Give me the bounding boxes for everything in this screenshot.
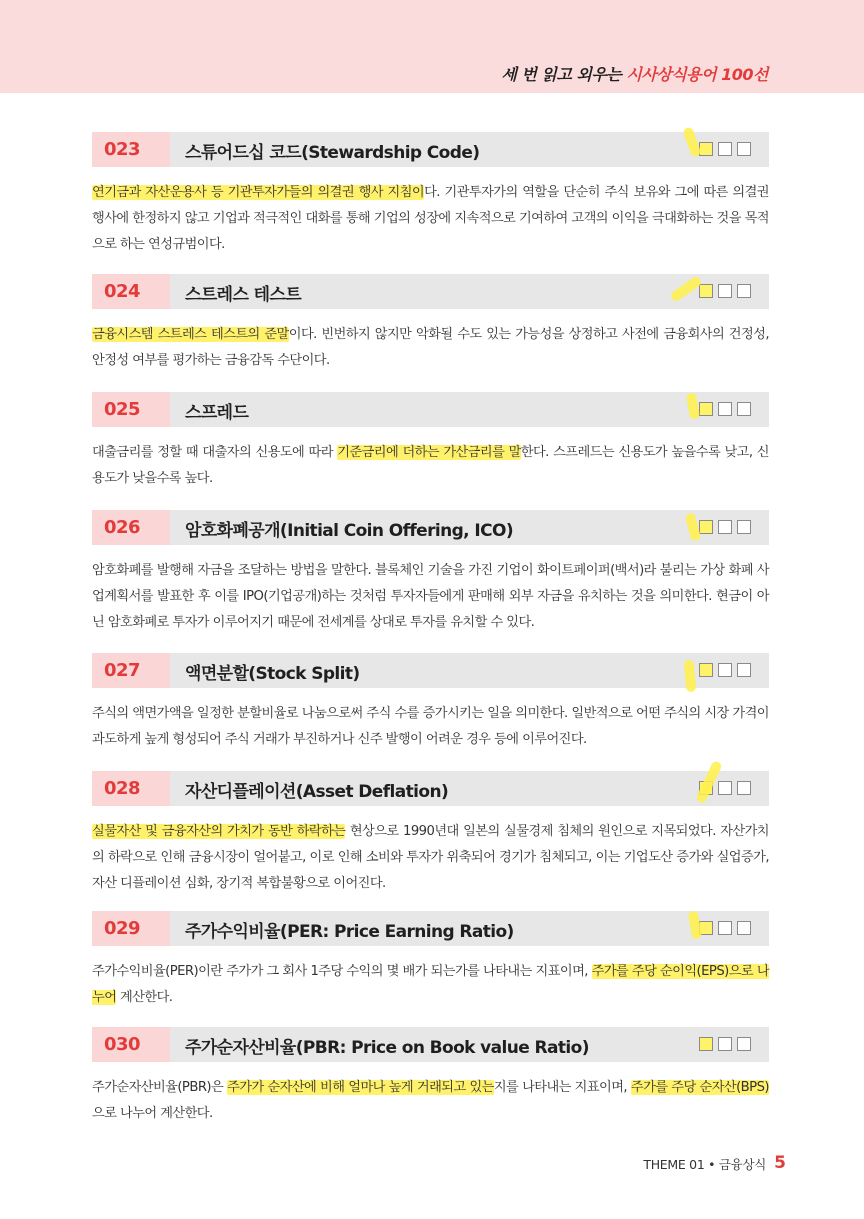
term-number: 028	[104, 778, 141, 799]
term-entry-024	[92, 274, 769, 374]
term-title: 스튜어드십 코드(Stewardship Code)	[185, 143, 480, 163]
term-number-box	[92, 392, 170, 427]
term-number-box	[92, 132, 170, 167]
highlighted-text: 실물자산 및 금융자산의 가치가 동반 하락하는	[92, 824, 346, 839]
review-checkbox-3[interactable]	[737, 520, 751, 534]
description-text: 이다. 빈번하지 않지만 악화될 수도 있는 가능성을 상정하고 사전에 금융회사의 건정성, 안정성 여부를 평가하는 금융감독 수단이다.	[92, 327, 769, 368]
highlighted-text: 금융시스템 스트레스 테스트의 준말	[92, 327, 289, 342]
book-title-prefix: 세 번 읽고 외우는	[501, 65, 627, 84]
term-description	[92, 440, 769, 492]
description-text: 계산한다.	[116, 990, 173, 1005]
description-text: 다. 기관투자가의 역할을 단순히 주식 보유와 그에 따른 의결권 행사에 한정하지 않고 기업과 적극적인 대화를 통해 기업의 성장에 지속적으로 기여하여 고객의 이익을 극대화하는 것을 목적으로 하는 연성규범이다.	[92, 185, 769, 252]
footer-theme	[643, 1155, 766, 1173]
term-number-box	[92, 911, 170, 946]
term-number: 024	[104, 281, 141, 302]
description-text-before: 주가수익비율(PER)이란 주가가 그 회사 1주당 수익의 몇 배가 되는가를 나타내는 지표이며,	[92, 964, 592, 979]
term-description	[92, 1075, 769, 1127]
term-header	[92, 771, 769, 806]
term-number: 027	[104, 660, 141, 681]
review-checkbox-3[interactable]	[737, 663, 751, 677]
term-number: 029	[104, 918, 141, 939]
description-text: 현상으로 1990년대 일본의 실물경제 침체의 원인으로 지목되었다. 자산가치의 하락으로 인해 금융시장이 얼어붙고, 이로 인해 소비와 투자가 위축되어 경기가 침체되고, 이는 기업도산 증가와 실업증가, 자산 디플레이션 심화, 장기적 복합불황으로 이어진다.	[92, 824, 769, 891]
term-number: 030	[104, 1034, 141, 1055]
review-checkbox-2[interactable]	[718, 663, 732, 677]
term-title: 암호화폐공개(Initial Coin Offering, ICO)	[185, 521, 513, 541]
term-number: 023	[104, 139, 141, 160]
review-checkboxes	[699, 520, 751, 536]
review-checkbox-2[interactable]	[718, 1037, 732, 1051]
review-checkboxes	[699, 142, 751, 158]
highlighted-text-2: 주가를 주당 순자산(BPS)	[630, 1080, 769, 1095]
term-entry-025	[92, 392, 769, 492]
review-checkbox-2[interactable]	[718, 142, 732, 156]
term-header	[92, 392, 769, 427]
term-header	[92, 274, 769, 309]
term-entry-029	[92, 911, 769, 1011]
review-checkbox-3[interactable]	[737, 921, 751, 935]
review-checkbox-2[interactable]	[718, 921, 732, 935]
review-checkbox-3[interactable]	[737, 142, 751, 156]
review-checkboxes	[699, 921, 751, 937]
term-number: 025	[104, 399, 141, 420]
review-checkbox-3[interactable]	[737, 402, 751, 416]
description-text-before: 주가순자산비율(PBR)은	[92, 1080, 228, 1095]
review-checkbox-1[interactable]	[699, 520, 713, 534]
review-checkboxes	[699, 402, 751, 418]
review-checkbox-1[interactable]	[699, 284, 713, 298]
review-checkbox-1[interactable]	[699, 402, 713, 416]
term-number: 026	[104, 517, 141, 538]
highlighted-text: 주가가 순자산에 비해 얼마나 높게 거래되고 있는	[227, 1080, 494, 1095]
term-description	[92, 959, 769, 1011]
review-checkbox-1[interactable]	[699, 663, 713, 677]
term-number-box	[92, 1027, 170, 1062]
term-header	[92, 911, 769, 946]
term-entry-026	[92, 510, 769, 636]
term-entry-028	[92, 771, 769, 897]
review-checkbox-1[interactable]	[699, 142, 713, 156]
description-text: 한다. 스프레드는 신용도가 높을수록 낮고, 신용도가 낮을수록 높다.	[92, 445, 769, 486]
highlighted-text: 기준금리에 더하는 가산금리를 말	[337, 445, 521, 460]
term-entry-027	[92, 653, 769, 753]
term-description	[92, 180, 769, 258]
term-header	[92, 510, 769, 545]
review-checkbox-2[interactable]	[718, 284, 732, 298]
review-checkbox-3[interactable]	[737, 781, 751, 795]
term-title: 자산디플레이션(Asset Deflation)	[185, 782, 449, 802]
term-title: 주가수익비율(PER: Price Earning Ratio)	[185, 922, 514, 942]
term-header	[92, 132, 769, 167]
review-checkbox-1[interactable]	[699, 1037, 713, 1051]
term-description: 암호화폐를 발행해 자금을 조달하는 방법을 말한다. 블록체인 기술을 가진 기업이 화이트페이퍼(백서)라 불리는 가상 화폐 사업계획서를 발표한 후 이를 IPO(기업공개)하는 것처럼 투자자들에게 판매해 외부 자금을 유치하는 것을 의미한다. 현금이 아닌 암호화폐로 투자가 이루어지기 때문에 전세계를 상대로 투자를 유치할 수 있다.	[92, 563, 769, 630]
term-description	[92, 322, 769, 374]
term-title: 주가순자산비율(PBR: Price on Book value Ratio)	[185, 1038, 589, 1058]
book-title	[501, 62, 768, 85]
footer-theme-text: THEME 01 • 금융상식	[643, 1157, 766, 1172]
description-text-middle: 지를 나타내는 지표이며,	[493, 1080, 631, 1095]
term-header	[92, 1027, 769, 1062]
description-text-before: 대출금리를 정할 때 대출자의 신용도에 따라	[92, 445, 338, 460]
term-number-box	[92, 274, 170, 309]
review-checkbox-3[interactable]	[737, 1037, 751, 1051]
review-checkboxes	[699, 1037, 751, 1053]
term-number-box	[92, 653, 170, 688]
highlighted-text: 연기금과 자산운용사 등 기관투자가들의 의결권 행사 지침이	[92, 185, 425, 200]
book-title-accent: 시사상식용어 100선	[626, 65, 768, 84]
review-checkboxes	[699, 284, 751, 300]
review-checkbox-2[interactable]	[718, 781, 732, 795]
term-description	[92, 819, 769, 897]
term-title: 스프레드	[185, 403, 249, 423]
page-number: 5	[774, 1153, 786, 1173]
review-checkboxes	[699, 663, 751, 679]
term-number-box	[92, 771, 170, 806]
review-checkbox-2[interactable]	[718, 402, 732, 416]
term-description: 주식의 액면가액을 일정한 분할비율로 나눔으로써 주식 수를 증가시키는 일을 의미한다. 일반적으로 어떤 주식의 시장 가격이 과도하게 높게 형성되어 주식 거래가 부진하거나 신주 발행이 어려운 경우 등에 이루어진다.	[92, 706, 769, 747]
description-text: 으로 나누어 계산한다.	[92, 1106, 213, 1121]
term-entry-023	[92, 132, 769, 258]
term-entry-030	[92, 1027, 769, 1127]
review-checkbox-2[interactable]	[718, 520, 732, 534]
highlighted-text: 주가를 주당 순이익(EPS)으로 나누어	[92, 964, 770, 1005]
term-title: 액면분할(Stock Split)	[185, 664, 360, 684]
term-title: 스트레스 테스트	[185, 285, 302, 305]
term-number-box	[92, 510, 170, 545]
review-checkbox-3[interactable]	[737, 284, 751, 298]
term-header	[92, 653, 769, 688]
